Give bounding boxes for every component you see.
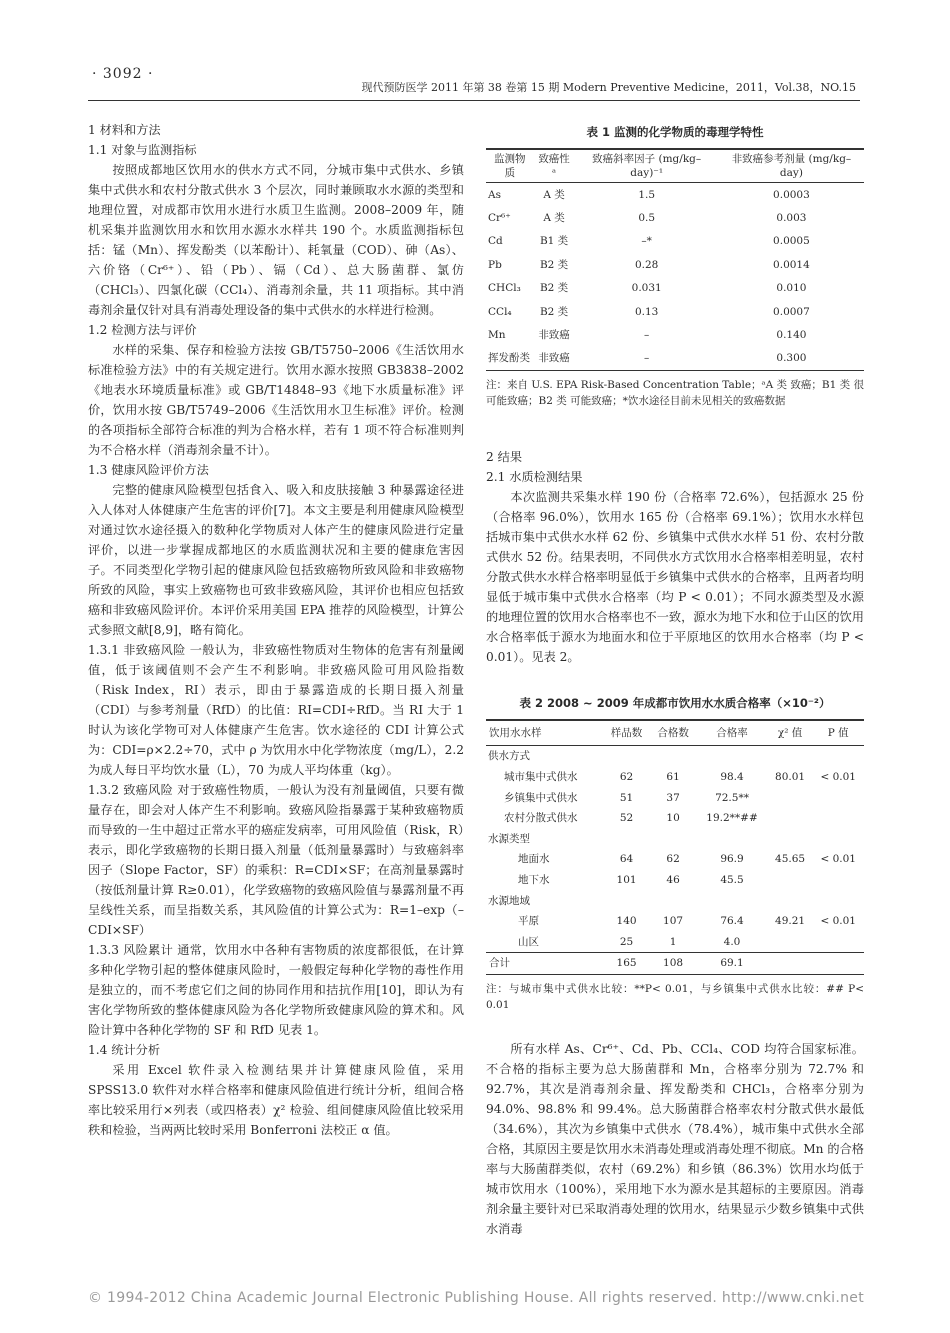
- table-row: [486, 870, 864, 891]
- table-row: [486, 206, 864, 229]
- table-cell: 25: [619, 935, 634, 948]
- subsubsection-paragraph: [88, 780, 464, 940]
- table-cell: 140: [616, 915, 637, 928]
- section-heading: 1 材料和方法: [88, 123, 161, 137]
- table-cell: As: [488, 188, 501, 201]
- table-row: [486, 808, 864, 829]
- table-cell: [812, 870, 864, 891]
- table-cell: Cr⁶⁺: [488, 212, 511, 225]
- table-cell: 1: [669, 935, 677, 948]
- table-2-grid: [486, 719, 864, 975]
- subsection-heading: 1.4 统计分析: [88, 1043, 161, 1057]
- left-column: [88, 120, 464, 1140]
- subsubsection-title: 非致癌风险: [123, 643, 186, 657]
- paragraph: 一般认为，非致癌性物质对生物体的危害有剂量阈值，低于该阈值则不会产生不利影响。非致癌风险可用风险指数（Risk Index，RI）表示，即由于暴露造成的长期日摄入剂量（CDI）与参考剂量（RfD）的比值：RI=CDI÷RfD。当 RI 大于 1 时认为该化学物可对人体健康产生危害。饮水途径的 CDI 计算公式为：CDI=ρ×2.2÷70，式中 ρ 为饮用水中化学物浓度（mg/L），2.2 为成人每日平均饮水量（L），70 为成人平均体重（kg）。: [88, 643, 465, 777]
- table-cell: 80.01: [775, 771, 806, 784]
- table-cell: 0.010: [776, 282, 807, 295]
- table-cell: 51: [619, 791, 634, 804]
- table-row: [486, 230, 864, 253]
- table-cell: 61: [666, 771, 680, 784]
- table-cell: 山区: [518, 935, 539, 948]
- table-cell: B1 类: [539, 235, 569, 248]
- table-cell: 10: [666, 812, 680, 825]
- table-2-note: 注：与城市集中式供水比较：**P< 0.01，与乡镇集中式供水比较：## P< 0.01: [486, 982, 864, 1011]
- table-cell: –: [644, 329, 650, 342]
- table-header: 监测物质: [494, 153, 526, 179]
- table-row: [486, 300, 864, 323]
- table-cell: 0.5: [638, 212, 656, 225]
- table-cell: 45.5: [720, 873, 744, 886]
- table-cell: [768, 787, 813, 808]
- subsubsection-title: 致癌风险: [123, 783, 174, 797]
- table-total-row: [486, 953, 864, 975]
- table-row: [486, 253, 864, 276]
- paragraph: 通常，饮用水中各种有害物质的浓度都很低，在计算多种化学物引起的整体健康风险时，一般假定每种化学物的毒性作用是独立的，而不考虑它们之间的协同作用和拮抗作用[10]，即认为有害化学物所致的整体健康风险为各化学物所致健康风险的算术和。风险计算中各种化学物的 SF 和 RfD 见表 1。: [88, 943, 465, 1037]
- table-group-row: [486, 829, 864, 850]
- table-cell: < 0.01: [820, 771, 856, 784]
- table-header: 致癌斜率因子 (mg/kg–day)⁻¹: [592, 153, 702, 179]
- table-group-label: 供水方式: [488, 750, 530, 763]
- table-cell: 46: [666, 873, 680, 886]
- table-cell: 165: [616, 957, 637, 970]
- table-cell: 19.2**##: [706, 812, 758, 825]
- section-heading: 2 结果: [486, 450, 523, 465]
- table-cell: 非致癌: [538, 329, 570, 342]
- table-cell: 乡镇集中式供水: [504, 791, 578, 804]
- table-cell: 0.0014: [773, 258, 810, 271]
- table-cell: 平原: [518, 915, 539, 928]
- table-cell: 地面水: [518, 853, 550, 866]
- table-cell: 0.140: [776, 329, 807, 342]
- table-cell: 45.65: [775, 853, 806, 866]
- table-cell: 62: [619, 771, 634, 784]
- table-cell: 0.0007: [773, 305, 810, 318]
- table-cell: 0.0005: [773, 235, 810, 248]
- table-group-row: [486, 746, 864, 767]
- table-row: [486, 787, 864, 808]
- paragraph: 采用 Excel 软件录入检测结果并计算健康风险值，采用 SPSS13.0 软件对水样合格率和健康风险值进行统计分析，组间合格率比较采用行×列表（或四格表）χ² 检验、组间健康风险值比较采用秩和检验，当两两比较时采用 Bonferroni 法校正 α 值。: [88, 1063, 464, 1137]
- table-row: [486, 323, 864, 346]
- table-cell: 96.9: [720, 853, 744, 866]
- table-row: [486, 767, 864, 788]
- table-cell: 0.300: [776, 352, 807, 365]
- table-cell: Cd: [488, 235, 503, 248]
- table-header: χ² 值: [777, 727, 803, 740]
- table-cell: 52: [619, 812, 634, 825]
- table-header: 致癌性ᵃ: [538, 153, 570, 179]
- table-cell: A 类: [543, 188, 565, 201]
- table-header: P 值: [827, 727, 849, 740]
- table-cell: 69.1: [720, 957, 744, 970]
- table-cell: 农村分散式供水: [504, 812, 578, 825]
- subsubsection-number: 1.3.2: [88, 783, 120, 797]
- subsubsection-number: 1.3.3: [88, 943, 120, 957]
- table-row: [486, 849, 864, 870]
- subsection-heading: 1.2 检测方法与评价: [88, 323, 197, 337]
- table-header: 合格数: [657, 727, 689, 740]
- table-cell: 0.28: [634, 258, 659, 271]
- table-cell: 37: [666, 791, 680, 804]
- subsubsection-paragraph: [88, 940, 464, 1040]
- journal-header: 现代预防医学 2011 年第 38 卷第 15 期 Modern Preventive Medicine，2011，Vol.38，NO.15: [361, 81, 856, 94]
- table-group-row: [486, 890, 864, 911]
- table-cell: 101: [616, 873, 637, 886]
- table-2-title: 表 2 2008 ~ 2009 年成都市饮用水水质合格率（×10⁻²）: [519, 696, 831, 711]
- paragraph: 对于致癌性物质，一般认为没有剂量阈值，只要有微量存在，即会对人体产生不利影响。致癌风险指暴露于某种致癌物质而导致的一生中超过正常水平的癌症发病率，可用风险值（Risk，R）表示，即化学致癌物的长期日摄入剂量（低剂量暴露时）与致癌斜率因子（Slope Factor，SF）的乘积：R=CDI×SF；在高剂量暴露时（按低剂量计算 R≥0.01），化学致癌物的致癌风险值与暴露剂量不再呈线性关系，而呈指数关系，其风险值的计算公式为：R=1–exp（–CDI×SF）: [88, 783, 465, 937]
- table-cell: 4.0: [723, 935, 741, 948]
- table-group-label: 水源类型: [488, 832, 530, 845]
- table-cell: 合计: [489, 957, 510, 970]
- table-header: 非致癌参考剂量 (mg/kg–day): [731, 153, 852, 179]
- table-cell: CCl₄: [488, 305, 512, 318]
- subsubsection-title: 风险累计: [123, 943, 174, 957]
- table-cell: Mn: [488, 329, 506, 342]
- table-cell: [812, 931, 864, 952]
- table-cell: CHCl₃: [488, 282, 521, 295]
- subsubsection-number: 1.3.1: [88, 643, 120, 657]
- table-cell: [812, 787, 864, 808]
- table-cell: [812, 808, 864, 829]
- subsubsection-paragraph: [88, 640, 464, 780]
- table-header: 饮用水水样: [489, 727, 542, 740]
- table-cell: [812, 953, 864, 975]
- table-cell: Pb: [488, 258, 502, 271]
- table-cell: –*: [641, 235, 652, 248]
- table-cell: [768, 870, 813, 891]
- table-cell: 108: [663, 957, 684, 970]
- table-cell: B2 类: [539, 305, 569, 318]
- table-cell: < 0.01: [820, 853, 856, 866]
- table-cell: A 类: [543, 212, 565, 225]
- table-cell: –: [644, 352, 650, 365]
- table-group-label: 水源地域: [488, 894, 530, 907]
- table-cell: 76.4: [720, 915, 744, 928]
- right-column: [486, 122, 864, 1239]
- table-1-note: 注：来自 U.S. EPA Risk-Based Concentration Table；ᵃA 类 致癌；B1 类 很可能致癌；B2 类 可能致癌；*饮水途径目前未见相关的致癌数据: [486, 379, 864, 408]
- table-cell: 62: [666, 853, 680, 866]
- table-cell: 地下水: [518, 873, 550, 886]
- table-header: 合格率: [716, 727, 748, 740]
- table-cell: 0.031: [631, 282, 662, 295]
- table-cell: 1.5: [638, 188, 656, 201]
- copyright-footer: © 1994-2012 China Academic Journal Electronic Publishing House. All rights reserved. http://www.cnki.net: [88, 1290, 864, 1306]
- table-cell: B2 类: [539, 282, 569, 295]
- table-1: [486, 122, 864, 409]
- table-cell: 非致癌: [538, 352, 570, 365]
- table-cell: [768, 953, 813, 975]
- subsection-heading: 2.1 水质检测结果: [486, 470, 583, 485]
- table-2: [486, 693, 864, 1013]
- table-cell: [768, 808, 813, 829]
- table-1-title: 表 1 监测的化学物质的毒理学特性: [586, 125, 764, 139]
- table-cell: < 0.01: [820, 915, 856, 928]
- table-cell: 0.0003: [773, 188, 810, 201]
- table-row: [486, 347, 864, 371]
- table-row: [486, 183, 864, 207]
- table-cell: 64: [619, 853, 634, 866]
- table-cell: 0.13: [634, 305, 659, 318]
- paragraph: 水样的采集、保存和检验方法按 GB/T5750–2006《生活饮用水标准检验方法》中的有关规定进行。饮用水源水按照 GB3838–2002《地表水环境质量标准》或 GB/T14848–93《地下水质量标准》评价，饮用水按 GB/T5749–2006《生活饮用水卫生标准》评价。检测的各项指标全部符合标准的判为合格水样，若有 1 项不符合标准则判为不合格水样（消毒剂余量不计）。: [88, 343, 464, 457]
- table-cell: B2 类: [539, 258, 569, 271]
- table-cell: 49.21: [775, 915, 806, 928]
- table-row: [486, 277, 864, 300]
- table-cell: 城市集中式供水: [504, 771, 578, 784]
- table-cell: 0.003: [776, 212, 807, 225]
- table-cell: 挥发酚类: [488, 352, 530, 365]
- paragraph: 按照成都地区饮用水的供水方式不同，分城市集中式供水、乡镇集中式供水和农村分散式供水 3 个层次，同时兼顾取水水源的类型和地理位置，对成都市饮用水进行水质卫生监测。2008–2009 年，随机采集并监测饮用水和饮用水源水水样共 190 个。水质监测指标包括：锰（Mn）、挥发酚类（以苯酚计）、耗氧量（COD）、砷（As）、六价铬（Cr⁶⁺）、铅（Pb）、镉（Cd）、总大肠菌群、氯仿（CHCl₃）、四氯化碳（CCl₄）、消毒剂余量，共 11 项指标。其中消毒剂余量仅针对具有消毒处理设备的集中式供水的水样进行检测。: [88, 163, 464, 317]
- paragraph: 完整的健康风险模型包括食入、吸入和皮肤接触 3 种暴露途径进入人体对人体健康产生危害的评价[7]。本文主要是利用健康风险模型对通过饮水途径摄入的数种化学物质对人体产生的健康风险进行定量评价，以进一步掌握成都地区的水质监测状况和主要的健康危害因子。不同类型化学物引起的健康风险包括致癌物所致风险和非致癌物所致的风险，事实上致癌物也可致非致癌风险，其评价也相应包括致癌和非致癌风险评价。本评价采用美国 EPA 推荐的风险模型，计算公式参照文献[8,9]，略有简化。: [88, 483, 464, 637]
- table-cell: 107: [663, 915, 684, 928]
- paragraph: 本次监测共采集水样 190 份（合格率 72.6%），包括源水 25 份（合格率 96.0%），饮用水 165 份（合格率 69.1%）；饮用水水样包括城市集中式供水水样 62 份、乡镇集中式供水水样 51 份、农村分散式供水 52 份。结果表明，不同供水方式饮用水合格率相差明显，农村分散式供水水样合格率明显低于乡镇集中式供水的合格率，且两者均明显低于城市集中式供水合格率（均 P < 0.01）；不同水源类型及水源的地理位置的饮用水合格率也不一致，源水为地下水和位于山区的饮用水合格率低于源水为地面水和位于平原地区的饮用水合格率（均 P < 0.01）。见表 2。: [486, 490, 864, 665]
- subsection-heading: 1.3 健康风险评价方法: [88, 463, 209, 477]
- table-cell: [768, 931, 813, 952]
- table-row: [486, 931, 864, 952]
- table-cell: 98.4: [720, 771, 744, 784]
- table-cell: 72.5**: [715, 791, 749, 804]
- header-rule: [88, 100, 860, 101]
- paragraph: 所有水样 As、Cr⁶⁺、Cd、Pb、CCl₄、COD 均符合国家标准。不合格的指标主要为总大肠菌群和 Mn，合格率分别为 72.7% 和 92.7%，其次是消毒剂余量、挥发酚类和 CHCl₃，合格率分别为 94.0%、98.8% 和 99.4%。总大肠菌群合格率农村分散式供水最低（34.6%），其次为乡镇集中式供水（78.4%），城市集中式供水全部合格，其原因主要是饮用水未消毒处理或消毒处理不彻底。Mn 的合格率与大肠菌群类似，农村（69.2%）和乡镇（86.3%）饮用水均低于城市饮用水（100%），采用地下水为源水是其超标的主要原因。消毒剂余量主要针对已采取消毒处理的饮用水，结果显示少数乡镇集中式供水消毒: [486, 1041, 864, 1236]
- table-header: 样品数: [610, 727, 643, 740]
- page-number: · 3092 ·: [92, 66, 154, 82]
- table-row: [486, 911, 864, 932]
- table-1-grid: [486, 148, 864, 371]
- subsection-heading: 1.1 对象与监测指标: [88, 143, 197, 157]
